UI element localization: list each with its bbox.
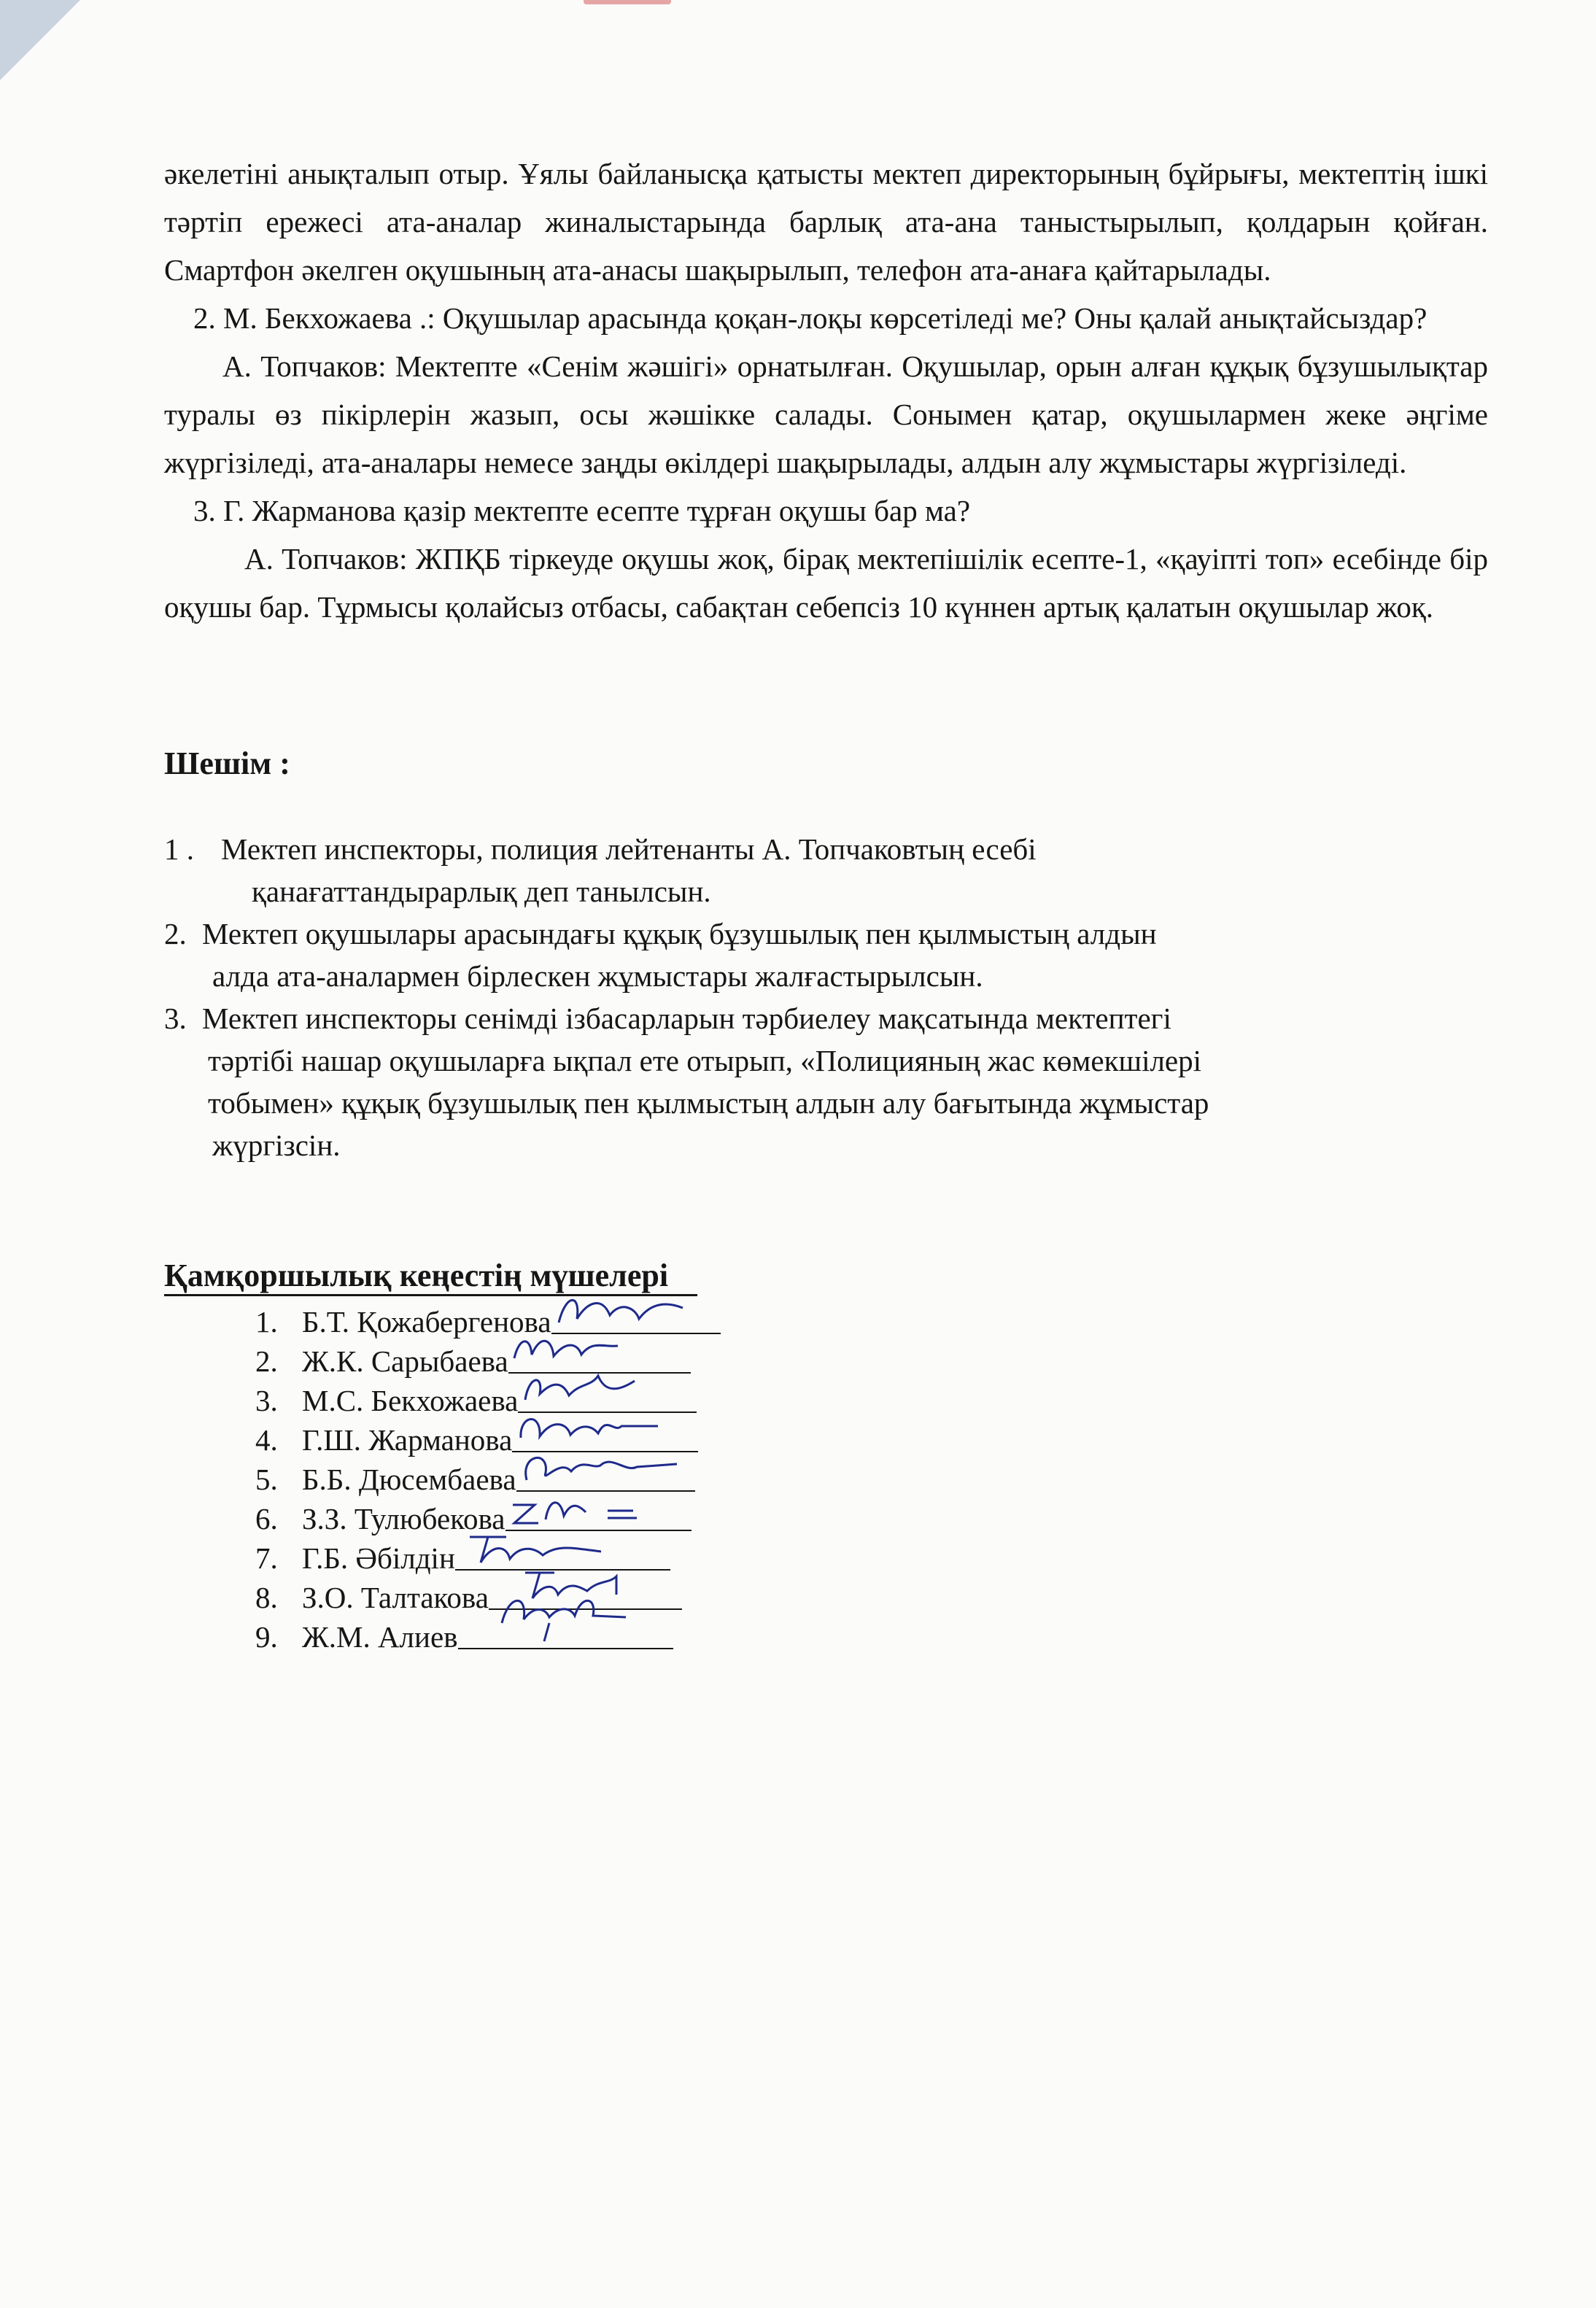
decision-line: жүргізсін. bbox=[212, 1128, 341, 1162]
member-name: М.С. Бекхожаева bbox=[302, 1384, 519, 1417]
decision-number: 2. bbox=[164, 917, 187, 950]
paragraph-1: әкелетіні анықталып отыр. Ұялы байланысқа қатысты мектеп директорының бұйрығы, мектептің ішкі тәртіп ережесі ата-аналар жиналыстарында барлық ата-ана таныстырылып, қолдарын қойған. Смартфон әкелген оқушының ата-анасы шақырылып, телефон ата-анаға қайтарылады. bbox=[164, 157, 1488, 287]
decision-line: тобымен» құқық бұзушылық пен қылмыстың алдын алу бағытында жұмыстар bbox=[208, 1086, 1209, 1120]
member-row bbox=[255, 1460, 1488, 1499]
decision-title: Шешім : bbox=[164, 746, 290, 781]
member-row bbox=[255, 1420, 1488, 1460]
member-row bbox=[255, 1538, 1488, 1578]
answer-3: А. Топчаков: ЖПҚБ тіркеуде оқушы жоқ, бірақ мектепішілік есепте-1, «қауіпті топ» есебінде бір оқушы бар. Тұрмысы қолайсыз отбасы, сабақтан себепсіз 10 күннен артық қалатын оқушылар жоқ. bbox=[164, 542, 1488, 624]
member-row bbox=[255, 1578, 1488, 1617]
member-name: Г.Ш. Жарманова bbox=[302, 1423, 513, 1457]
member-number: 1. bbox=[255, 1305, 278, 1339]
member-name: З.З. Тулюбекова bbox=[302, 1502, 505, 1536]
question-2: 2. М. Бекхожаева .: Оқушылар арасында қоқан-лоқы көрсетіледі ме? Оны қалай анықтайсыздар? bbox=[193, 301, 1428, 335]
decision-item bbox=[164, 828, 1488, 913]
decision-line: тәртібі нашар оқушыларға ықпал ете отырып, «Полицияның жас көмекшілері bbox=[208, 1044, 1202, 1077]
question-3: 3. Г. Жарманова қазір мектепте есепте тұрған оқушы бар ма? bbox=[193, 494, 971, 527]
member-name: Ж.М. Алиев bbox=[302, 1620, 458, 1654]
members-title: Қамқоршылық кеңестің мүшелері bbox=[164, 1254, 668, 1298]
member-number: 4. bbox=[255, 1423, 278, 1457]
decision-line: Мектеп инспекторы, полиция лейтенанты А. Топчаковтың есебі bbox=[221, 832, 1037, 866]
decision-list bbox=[164, 828, 1488, 1166]
member-row bbox=[255, 1341, 1488, 1381]
decision-line: алда ата-аналармен бірлескен жұмыстары жалғастырылсын. bbox=[212, 959, 983, 993]
decision-number: 1 . bbox=[164, 832, 194, 866]
decision-item bbox=[164, 913, 1488, 997]
decision-item bbox=[164, 997, 1488, 1166]
member-name: Б.Б. Дюсембаева bbox=[302, 1463, 516, 1496]
member-number: 6. bbox=[255, 1502, 278, 1536]
members-list bbox=[164, 1302, 1488, 1657]
member-row bbox=[255, 1617, 1488, 1657]
member-number: 7. bbox=[255, 1541, 278, 1575]
member-row bbox=[255, 1302, 1488, 1341]
member-name: Г.Б. Әбілдін bbox=[302, 1541, 455, 1575]
answer-2: А. Топчаков: Мектепте «Сенім жәшігі» орнатылған. Оқушылар, орын алған құқық бұзушылықтар туралы өз пікірлерін жазып, осы жәшікке салады. Сонымен қатар, оқушылармен жеке әңгіме жүргізіледі, ата-аналары немесе заңды өкілдері шақырылады, алдын алу жұмыстары жүргізіледі. bbox=[164, 349, 1488, 479]
decision-line: Мектеп инспекторы сенімді ізбасарларын тәрбиелеу мақсатында мектептегі bbox=[202, 1002, 1171, 1035]
member-name: З.О. Талтакова bbox=[302, 1581, 489, 1614]
member-name: Ж.К. Сарыбаева bbox=[302, 1344, 508, 1378]
page-corner-fold bbox=[0, 0, 80, 80]
member-number: 9. bbox=[255, 1620, 278, 1654]
member-number: 3. bbox=[255, 1384, 278, 1417]
signature-9 bbox=[458, 1587, 633, 1652]
member-number: 2. bbox=[255, 1344, 278, 1378]
top-edge-mark bbox=[584, 0, 671, 4]
member-row bbox=[255, 1381, 1488, 1420]
decision-line: Мектеп оқушылары арасындағы құқық бұзушылық пен қылмыстың алдын bbox=[202, 917, 1157, 950]
decision-line: қанағаттандырарлық деп танылсын. bbox=[252, 875, 711, 908]
member-number: 8. bbox=[255, 1581, 278, 1614]
decision-number: 3. bbox=[164, 1002, 187, 1035]
member-number: 5. bbox=[255, 1463, 278, 1496]
member-row bbox=[255, 1499, 1488, 1538]
signature-line bbox=[458, 1622, 673, 1649]
member-name: Б.Т. Қожабергенова bbox=[302, 1305, 551, 1339]
document-page bbox=[164, 150, 1488, 1657]
